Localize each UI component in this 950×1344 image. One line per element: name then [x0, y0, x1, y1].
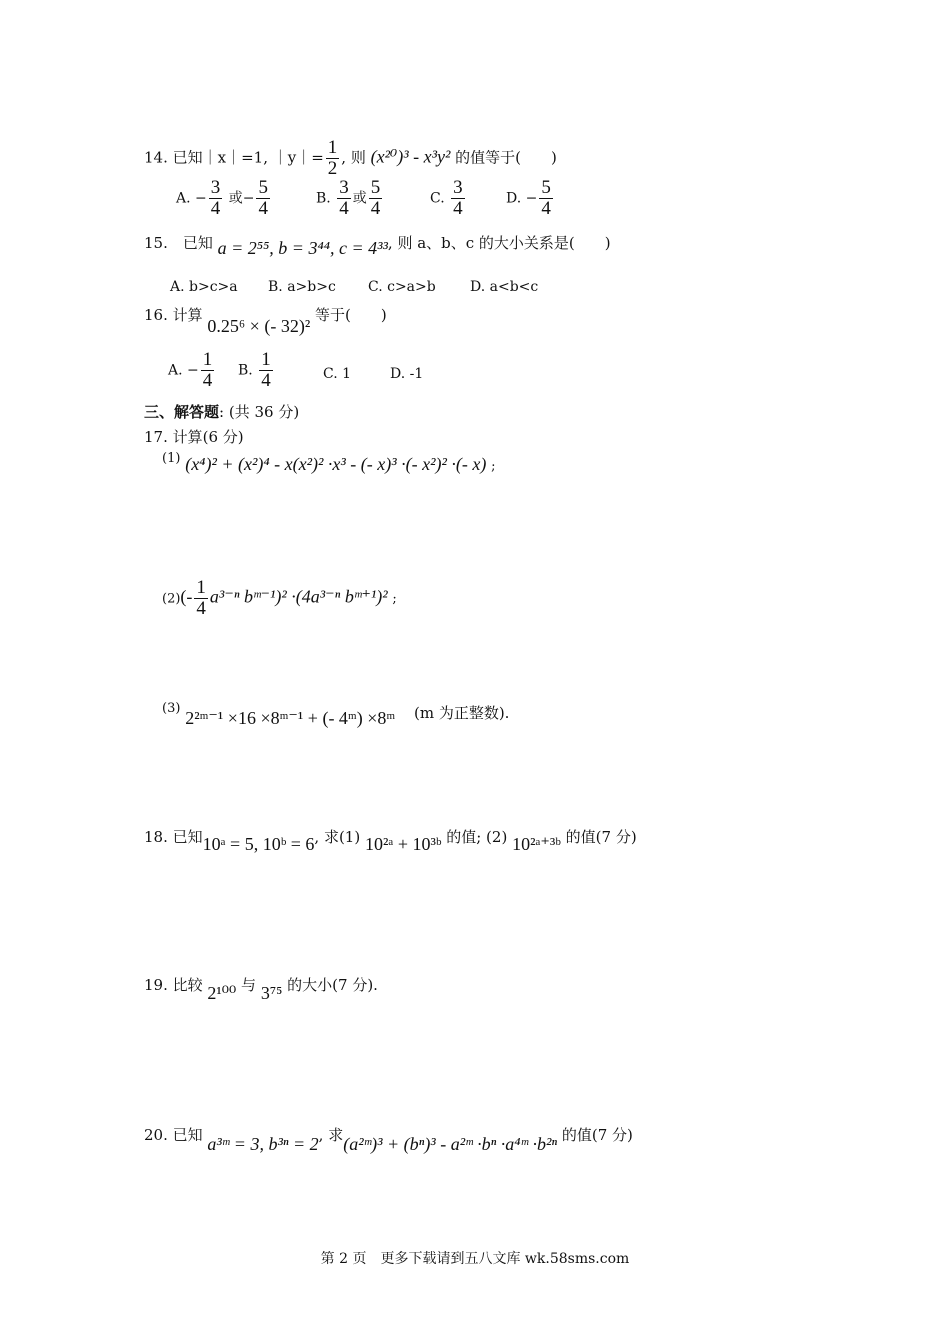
q17-part2-frac-den: 4: [196, 598, 206, 619]
q16-a-den: 4: [202, 370, 213, 391]
q20-mid: , 求: [318, 1126, 344, 1144]
q18-expression-1: 10ᵃ = 5, 10ᵇ = 6: [202, 834, 315, 854]
q19-tail: 的大小(7 分).: [287, 976, 378, 994]
q16: [144, 304, 387, 336]
q16-option-a-label: A. −: [168, 362, 199, 379]
q18-mid-2: 的值; (2): [446, 828, 508, 846]
q14-option-b: [316, 178, 384, 219]
q16-option-d: D. -1: [390, 366, 424, 382]
q20: [144, 1124, 633, 1154]
q14-b-den2: 4: [370, 198, 381, 219]
q17-part2-lead: (-: [180, 586, 193, 607]
q14-a-num1: 3: [210, 177, 221, 198]
q14-b-num1: 3: [339, 177, 349, 198]
q14-d-den: 4: [541, 198, 551, 219]
q17-part1-tail: ;: [491, 459, 496, 474]
q20-label: 20. 已知: [144, 1126, 203, 1144]
q19-expression-2: 3⁷⁵: [260, 983, 283, 1003]
q14-c-den: 4: [453, 198, 463, 219]
q15: [144, 232, 611, 258]
q16-expression: 0.25⁶ × (- 32)²: [207, 316, 311, 336]
q16-option-c: C. 1: [323, 366, 352, 382]
q14-tail: 的值等于( ): [455, 148, 557, 167]
q14-option-d-label: D. −: [506, 190, 538, 207]
q15-option-d: D. a<b<c: [470, 279, 539, 295]
q16-tail: 等于( ): [315, 306, 387, 324]
q14-frac-den: 2: [327, 158, 338, 179]
q15-option-b: B. a>b>c: [268, 279, 336, 295]
q17-part3-tail: (m 为正整数).: [413, 704, 510, 722]
q16-option-a: [168, 350, 216, 391]
q14-a-den1: 4: [210, 198, 221, 219]
q17-part1-number: (1): [162, 451, 181, 466]
q18-mid: , 求(1): [314, 828, 361, 846]
q14-option-c: [430, 178, 467, 219]
q15-tail: , 则 a、b、c 的大小关系是( ): [387, 234, 611, 252]
q15-label: 15. 已知: [144, 234, 213, 252]
q19: [144, 974, 378, 1003]
q17-part3-number: (3): [162, 701, 181, 716]
q14: [144, 138, 557, 179]
q14-c-num: 3: [453, 177, 463, 198]
q14-frac-num: 1: [327, 137, 338, 158]
q17-part2-number: (2): [162, 591, 181, 607]
q14-a-num2: 5: [258, 177, 268, 198]
q18-expression-2: 10²ᵃ + 10³ᵇ: [365, 834, 442, 854]
q14-option-a-label: A. −: [176, 190, 207, 207]
q17-part1-expression: (x⁴)² + (x²)⁴ - x(x²)² ·x³ - (- x)³ ·(- x²)² ·(- x): [185, 454, 487, 474]
section-heading: [144, 401, 299, 422]
q15-option-c: C. c>a>b: [368, 279, 436, 295]
q16-a-num: 1: [202, 349, 213, 370]
q17-label: 17. 计算(6 分): [144, 428, 244, 446]
q14-then: , 则: [341, 148, 366, 167]
q14-option-a: [176, 178, 272, 219]
q19-mid: 与: [241, 976, 257, 994]
q14-b-mid: 或: [352, 190, 367, 207]
q16-label: 16. 计算: [144, 306, 203, 324]
q19-label: 19. 比较: [144, 976, 203, 994]
q14-label: 14. 已知｜x｜=1, ｜y｜=: [144, 148, 324, 167]
q14-option-b-label: B.: [316, 190, 331, 207]
q16-option-b-label: B.: [238, 362, 253, 379]
q14-a-mid: 或−: [228, 190, 255, 207]
q14-b-den1: 4: [339, 198, 349, 219]
q17-part2-expression: a³⁻ⁿ bᵐ⁻¹)² ·(4a³⁻ⁿ bᵐ⁺¹)²: [209, 586, 388, 607]
q20-expression-2: (a²ᵐ)³ + (bⁿ)³ - a²ᵐ ·bⁿ ·a⁴ᵐ ·b²ⁿ: [343, 1134, 558, 1154]
q14-b-num2: 5: [370, 177, 381, 198]
q20-expression-1: a³ᵐ = 3, b³ⁿ = 2: [207, 1134, 319, 1154]
section-note: : (共 36 分): [219, 403, 300, 421]
q14-expression: (x²⁰)³ - x³y²: [370, 146, 451, 167]
q17-part2-tail: ;: [392, 591, 397, 607]
q17-part3: [162, 701, 510, 728]
q17-part1: [162, 451, 496, 475]
q14-a-den2: 4: [258, 198, 268, 219]
q17-part2-frac-num: 1: [196, 577, 206, 598]
q18-label: 18. 已知: [144, 828, 203, 846]
q14-d-num: 5: [541, 177, 551, 198]
q18-expression-3: 10²ᵃ⁺³ᵇ: [512, 834, 561, 854]
page-footer: 第 2 页 更多下载请到五八文库 wk.58sms.com: [320, 1251, 630, 1267]
q15-expression: a = 2⁵⁵, b = 3⁴⁴, c = 4³³: [217, 238, 388, 258]
q18-tail: 的值(7 分): [565, 828, 637, 846]
q16-b-den: 4: [261, 370, 271, 391]
q14-option-d: [506, 178, 555, 219]
q15-option-a: A. b>c>a: [170, 279, 238, 295]
q16-b-num: 1: [261, 349, 271, 370]
q17-part2: [162, 578, 397, 619]
q14-fraction: [326, 138, 340, 179]
q17-part3-expression: 2²ᵐ⁻¹ ×16 ×8ᵐ⁻¹ + (- 4ᵐ) ×8ᵐ: [185, 708, 396, 728]
q14-option-c-label: C.: [430, 190, 445, 207]
q16-option-b: [238, 350, 275, 391]
q19-expression-1: 2¹⁰⁰: [207, 983, 237, 1003]
section-title: 三、解答题: [144, 403, 220, 421]
q18: [144, 826, 637, 854]
q20-tail: 的值(7 分): [561, 1126, 633, 1144]
